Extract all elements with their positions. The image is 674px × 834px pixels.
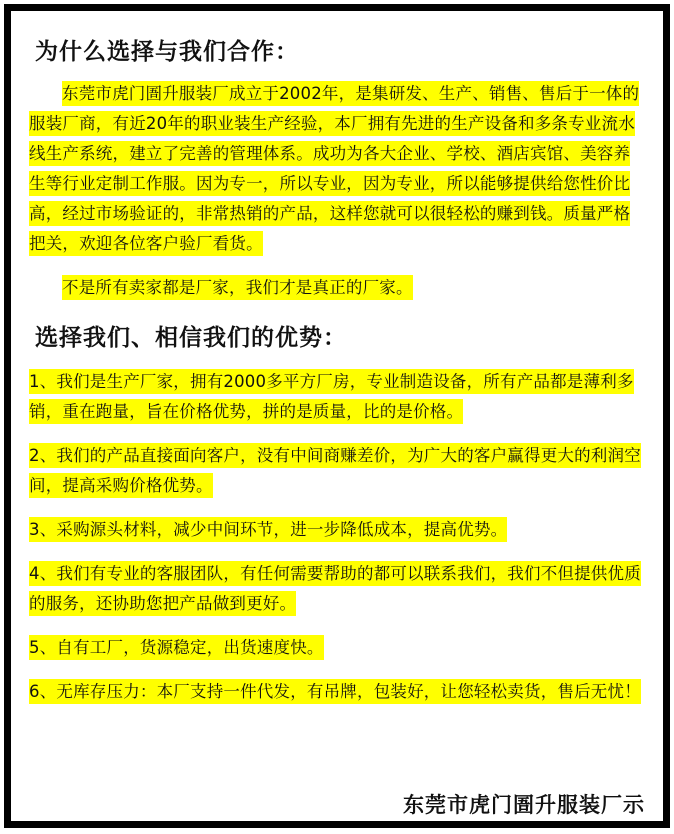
section-title-advantages: 选择我们、相信我们的优势： <box>35 325 347 351</box>
document-frame <box>4 4 670 828</box>
intro-paragraph <box>29 79 645 259</box>
real-factory-paragraph <box>29 273 645 303</box>
intro-text: 东莞市虎门圄升服装厂成立于2002年，是集研发、生产、销售、售后于一体的服装厂商，有近20年的职业装生产经验，本厂拥有先进的生产设备和多条专业流水线生产系统，建立了完善的管理体系。成功为各大企业、学校、酒店宾馆、美容养生等行业定制工作服。因为专一，所以专业，因为专业，所以能够提供给您性价比高，经过市场验证的，非常热销的产品，这样您就可以很轻松的赚到钱。质量严格把关，欢迎各位客户验厂看货。 <box>29 81 639 256</box>
advantage-item-5 <box>29 633 645 663</box>
advantage-text: 6、无库存压力：本厂支持一件代发，有吊牌，包装好，让您轻松卖货，售后无忧！ <box>29 679 641 704</box>
document-content <box>29 23 645 721</box>
advantage-text: 3、采购源头材料，减少中间环节，进一步降低成本，提高优势。 <box>29 517 507 542</box>
advantage-item-6 <box>29 677 645 707</box>
advantage-text: 5、自有工厂，货源稳定，出货速度快。 <box>29 635 324 660</box>
advantage-text: 1、我们是生产厂家，拥有2000多平方厂房，专业制造设备，所有产品都是薄利多销，重在跑量，旨在价格优势，拼的是质量，比的是价格。 <box>29 369 634 424</box>
advantage-text: 4、我们有专业的客服团队，有任何需要帮助的都可以联系我们，我们不但提供优质的服务，还协助您把产品做到更好。 <box>29 561 641 616</box>
advantage-item-3 <box>29 515 645 545</box>
advantage-item-2 <box>29 441 645 501</box>
advantage-item-4 <box>29 559 645 619</box>
real-factory-text: 不是所有卖家都是厂家，我们才是真正的厂家。 <box>62 275 413 300</box>
section-title-why-cooperate: 为什么选择与我们合作： <box>35 39 299 65</box>
company-signature: 东莞市虎门圄升服装厂示 <box>403 793 645 817</box>
advantage-text: 2、我们的产品直接面向客户，没有中间商赚差价，为广大的客户赢得更大的利润空间，提高采购价格优势。 <box>29 443 641 498</box>
advantage-item-1 <box>29 367 645 427</box>
